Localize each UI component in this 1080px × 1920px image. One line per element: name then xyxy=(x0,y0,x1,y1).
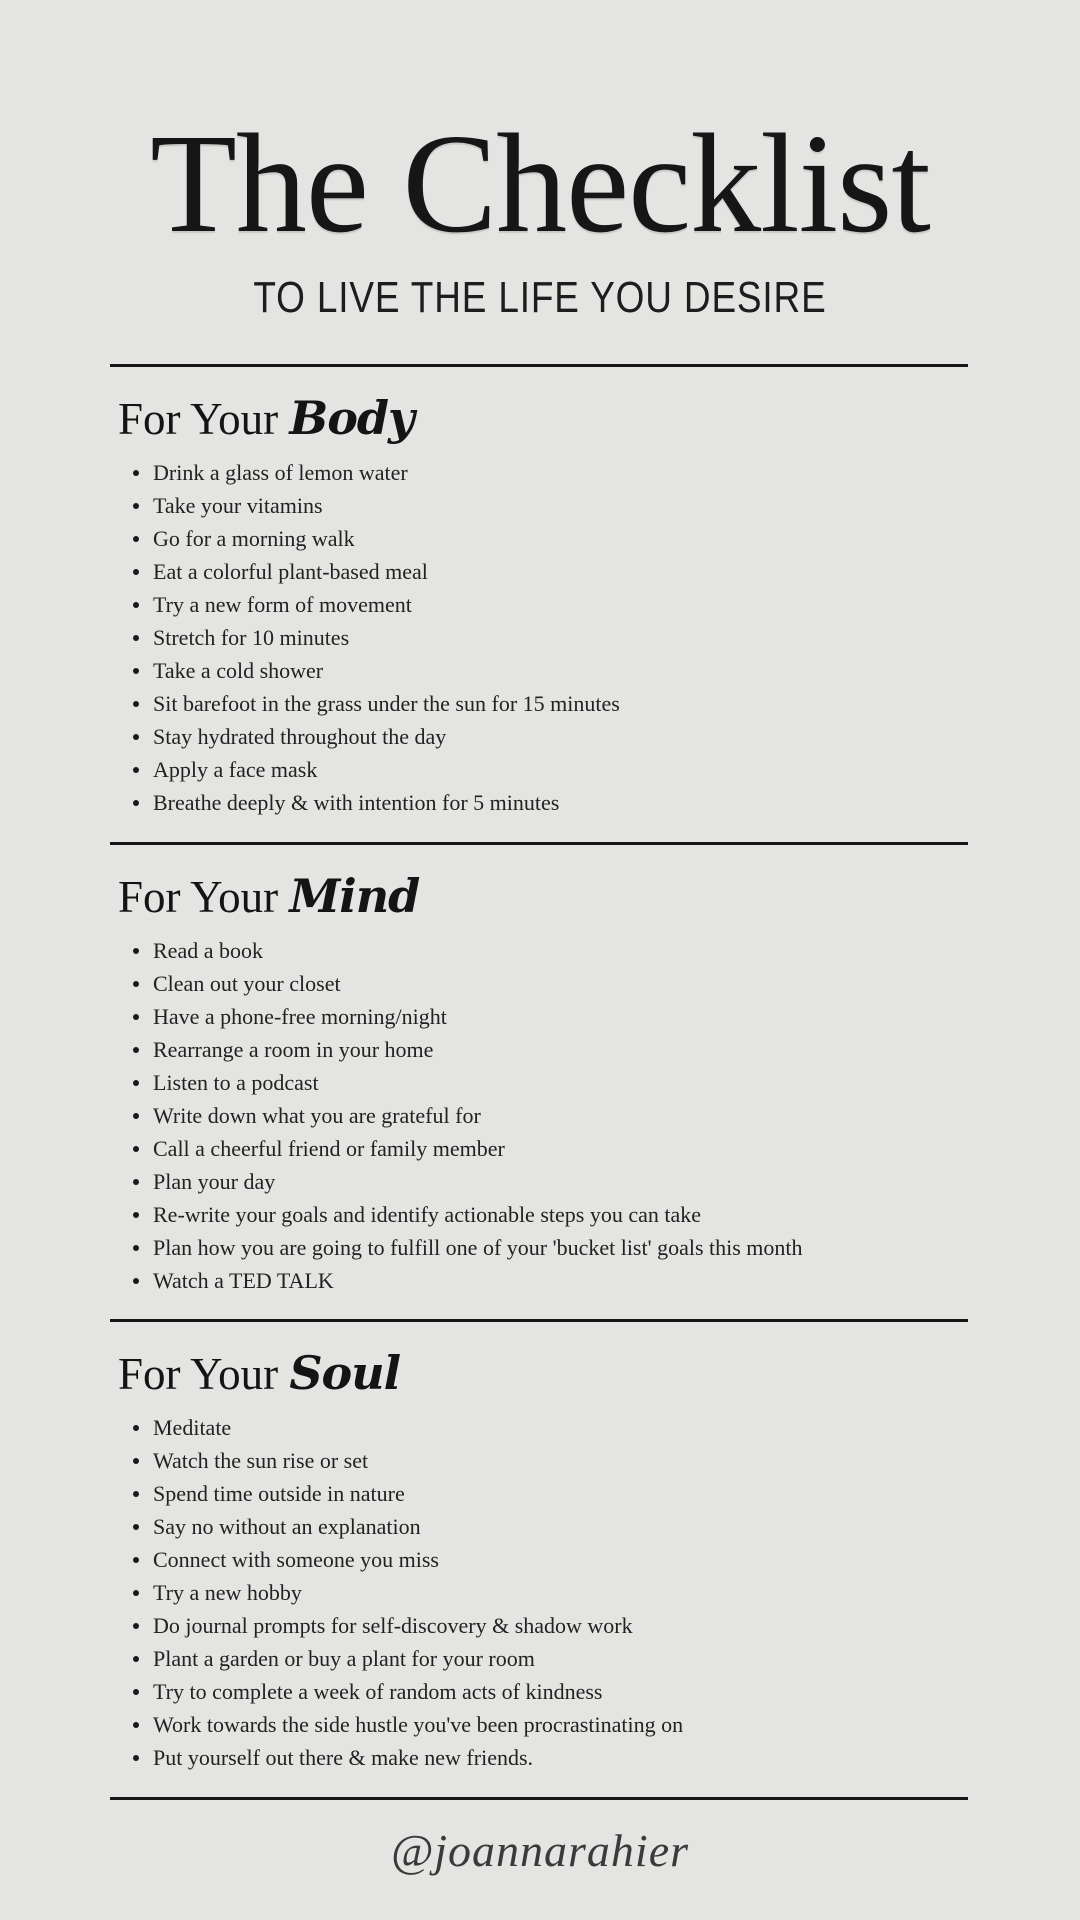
bullet-icon xyxy=(133,503,139,509)
bullet-icon xyxy=(133,1179,139,1185)
list-item xyxy=(133,622,1080,655)
list-item xyxy=(133,1511,1080,1544)
section-body-heading xyxy=(118,393,1080,445)
list-item xyxy=(133,655,1080,688)
list-item xyxy=(133,721,1080,754)
section-soul xyxy=(0,1348,1080,1797)
bullet-icon xyxy=(133,1212,139,1218)
list-item-text: Drink a glass of lemon water xyxy=(153,460,408,485)
list-item-text: Have a phone-free morning/night xyxy=(153,1003,447,1029)
section-mind-heading xyxy=(118,868,1080,923)
bullet-icon xyxy=(133,1590,139,1596)
bullet-icon xyxy=(133,602,139,608)
list-item-text: Plan your day xyxy=(153,1168,276,1194)
list-item-text: Re-write your goals and identify actionable steps you can take xyxy=(153,1201,701,1227)
list-item xyxy=(133,1544,1080,1577)
section-heading-accent: Soul xyxy=(289,1346,401,1400)
list-item xyxy=(133,1033,1080,1066)
list-item-text: Say no without an explanation xyxy=(153,1514,421,1539)
list-item xyxy=(133,688,1080,721)
list-item-text: Rearrange a room in your home xyxy=(153,1036,434,1062)
bullet-icon xyxy=(133,734,139,740)
list-item-text: Clean out your closet xyxy=(153,970,341,996)
list-item xyxy=(133,1231,1080,1264)
list-item-text: Plan how you are going to fulfill one of your 'bucket list' goals this month xyxy=(153,1234,803,1260)
list-item xyxy=(133,1412,1080,1445)
list-item-text: Stretch for 10 minutes xyxy=(153,625,350,650)
section-heading-prefix: For Your xyxy=(118,394,279,444)
bullet-icon xyxy=(133,1689,139,1695)
list-item-text: Spend time outside in nature xyxy=(153,1481,405,1506)
bullet-icon xyxy=(133,1557,139,1563)
list-item xyxy=(133,934,1080,967)
bullet-icon xyxy=(133,1656,139,1662)
list-item xyxy=(133,523,1080,556)
list-item-text: Stay hydrated throughout the day xyxy=(153,724,447,749)
list-item-text: Eat a colorful plant-based meal xyxy=(153,559,428,584)
list-item-text: Call a cheerful friend or family member xyxy=(153,1135,505,1161)
bullet-icon xyxy=(133,767,139,773)
list-item-text: Sit barefoot in the grass under the sun for 15 minutes xyxy=(153,691,620,716)
list-item-text: Try a new hobby xyxy=(153,1580,302,1605)
list-item-text: Write down what you are grateful for xyxy=(153,1102,481,1128)
list-item xyxy=(133,1132,1080,1165)
bullet-icon xyxy=(133,1113,139,1119)
list-item xyxy=(133,589,1080,622)
list-item-text: Work towards the side hustle you've been procrastinating on xyxy=(153,1712,684,1737)
list-item-text: Watch a TED TALK xyxy=(153,1267,334,1293)
bullet-icon xyxy=(133,800,139,806)
list-item-text: Try to complete a week of random acts of kindness xyxy=(153,1679,603,1704)
list-item xyxy=(133,457,1080,490)
list-item-text: Meditate xyxy=(153,1415,232,1440)
body-checklist xyxy=(0,457,1080,820)
bullet-icon xyxy=(133,1080,139,1086)
list-item-text: Connect with someone you miss xyxy=(153,1547,439,1572)
page-subtitle: TO LIVE THE LIFE YOU DESIRE xyxy=(253,273,827,322)
bullet-icon xyxy=(133,1245,139,1251)
list-item-text: Read a book xyxy=(153,937,263,963)
bullet-icon xyxy=(133,1623,139,1629)
list-item xyxy=(133,967,1080,1000)
list-item xyxy=(133,1165,1080,1198)
bullet-icon xyxy=(133,668,139,674)
list-item-text: Breathe deeply & with intention for 5 minutes xyxy=(153,790,560,815)
bullet-icon xyxy=(133,1458,139,1464)
list-item xyxy=(133,490,1080,523)
divider xyxy=(110,1319,968,1322)
list-item xyxy=(133,1577,1080,1610)
list-item-text: Plant a garden or buy a plant for your room xyxy=(153,1646,535,1671)
list-item-text: Put yourself out there & make new friends. xyxy=(153,1745,534,1770)
list-item xyxy=(133,556,1080,589)
list-item xyxy=(133,1610,1080,1643)
bullet-icon xyxy=(133,1755,139,1761)
soul-checklist xyxy=(0,1412,1080,1775)
bullet-icon xyxy=(133,536,139,542)
bullet-icon xyxy=(133,635,139,641)
bullet-icon xyxy=(133,1491,139,1497)
list-item xyxy=(133,1264,1080,1297)
bullet-icon xyxy=(133,1047,139,1053)
list-item xyxy=(133,1676,1080,1709)
bullet-icon xyxy=(133,1278,139,1284)
list-item-text: Take a cold shower xyxy=(153,658,324,683)
bullet-icon xyxy=(133,1524,139,1530)
list-item-text: Go for a morning walk xyxy=(153,526,355,551)
section-mind xyxy=(0,868,1080,1320)
section-heading-prefix: For Your xyxy=(118,1349,279,1399)
list-item xyxy=(133,1099,1080,1132)
bullet-icon xyxy=(133,470,139,476)
list-item xyxy=(133,1198,1080,1231)
bullet-icon xyxy=(133,1722,139,1728)
list-item-text: Listen to a podcast xyxy=(153,1069,319,1095)
section-body xyxy=(0,393,1080,842)
bullet-icon xyxy=(133,1425,139,1431)
list-item-text: Take your vitamins xyxy=(153,493,323,518)
divider xyxy=(110,364,968,367)
bullet-icon xyxy=(133,569,139,575)
divider xyxy=(110,842,968,845)
section-soul-heading xyxy=(118,1348,1080,1400)
list-item xyxy=(133,787,1080,820)
bullet-icon xyxy=(133,1146,139,1152)
list-item xyxy=(133,1445,1080,1478)
list-item xyxy=(133,1742,1080,1775)
section-heading-accent: Body xyxy=(289,391,414,445)
divider xyxy=(110,1797,968,1800)
author-handle: @joannarahier xyxy=(390,1824,690,1876)
list-item xyxy=(133,754,1080,787)
section-heading-accent: Mind xyxy=(289,868,420,923)
bullet-icon xyxy=(133,948,139,954)
list-item xyxy=(133,1066,1080,1099)
page-title: The Checklist xyxy=(150,104,930,262)
bullet-icon xyxy=(133,1014,139,1020)
list-item-text: Watch the sun rise or set xyxy=(153,1448,369,1473)
mind-checklist xyxy=(0,934,1080,1297)
list-item xyxy=(133,1000,1080,1033)
list-item xyxy=(133,1478,1080,1511)
bullet-icon xyxy=(133,981,139,987)
bullet-icon xyxy=(133,701,139,707)
list-item-text: Do journal prompts for self-discovery & shadow work xyxy=(153,1613,633,1638)
list-item xyxy=(133,1643,1080,1676)
list-item-text: Apply a face mask xyxy=(153,757,318,782)
list-item-text: Try a new form of movement xyxy=(153,592,412,617)
section-heading-prefix: For Your xyxy=(118,871,279,922)
list-item xyxy=(133,1709,1080,1742)
